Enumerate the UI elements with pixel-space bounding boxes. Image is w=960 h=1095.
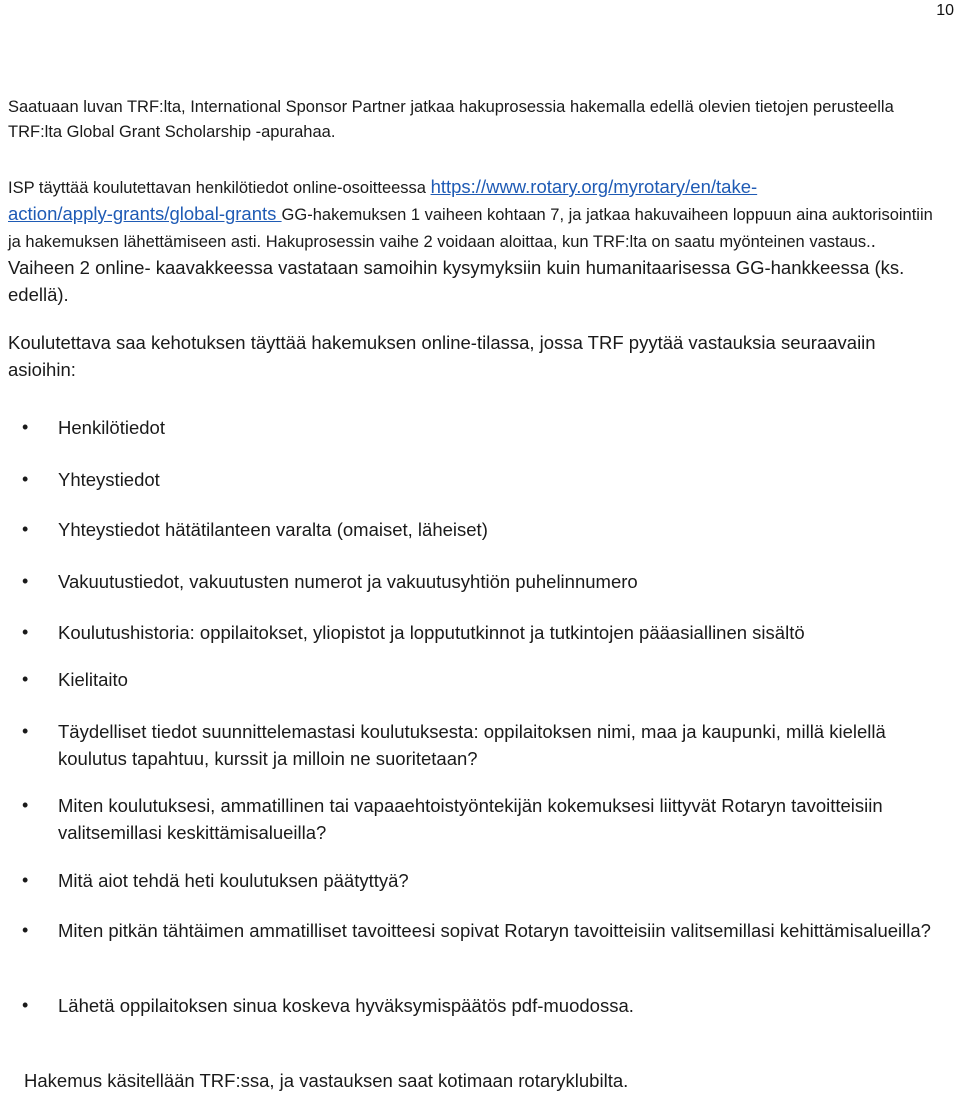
global-grants-link-part2: action/apply-grants/global-grants <box>8 203 282 224</box>
list-item <box>22 568 944 595</box>
bullet-icon: • <box>22 622 29 642</box>
bullet-icon: • <box>22 469 29 489</box>
bullet-icon: • <box>22 417 29 437</box>
bullet-icon: • <box>22 519 29 539</box>
bullet-icon: • <box>22 721 29 741</box>
list-item <box>22 992 944 1019</box>
list-item <box>22 516 944 543</box>
list-item-text: Koulutushistoria: oppilaitokset, yliopistot ja loppututkinnot ja tutkintojen pääasiallinen sisältö <box>58 622 805 643</box>
bullet-icon: • <box>22 571 29 591</box>
paragraph-instructions: Koulutettava saa kehotuksen täyttää hakemuksen online-tilassa, jossa TRF pyytää vastauksia seuraavaiin asioihin: <box>8 332 876 380</box>
page-number: 10 <box>936 2 954 19</box>
bullet-icon: • <box>22 995 29 1015</box>
list-item-text: Miten pitkän tähtäimen ammatilliset tavoitteesi sopivat Rotaryn tavoitteisiin valitsemillasi kehittämisalueilla? <box>58 920 931 941</box>
list-item <box>22 666 944 693</box>
list-item <box>22 917 944 944</box>
paragraph-isp-text2: . Vaiheen 2 online- kaavakkeessa vastataan samoihin kysymyksiin kuin humanitaarisessa GG-hankkeessa (ks. edellä). <box>8 230 905 305</box>
list-item <box>22 792 944 846</box>
list-item <box>22 466 944 493</box>
list-item-text: Lähetä oppilaitoksen sinua koskeva hyväksymispäätös pdf-muodossa. <box>58 995 634 1016</box>
list-item-text: Yhteystiedot <box>58 469 160 490</box>
list-item-text: Yhteystiedot hätätilanteen varalta (omaiset, läheiset) <box>58 519 488 540</box>
paragraph-isp-text1: GG-hakemuksen 1 vaiheen kohtaan 7, ja jatkaa hakuvaiheen loppuun aina auktorisointiin ja hakemuksen lähettämiseen asti. Hakuprosessin vaihe 2 voidaan aloittaa, kun TRF:lta on saatu myönteinen vastaus. <box>8 206 933 251</box>
list-item <box>22 718 944 772</box>
bullet-icon: • <box>22 920 29 940</box>
list-item-text: Kielitaito <box>58 669 128 690</box>
paragraph-intro: Saatuaan luvan TRF:lta, International Sponsor Partner jatkaa hakuprosessia hakemalla edellä olevien tietojen perusteella TRF:lta Global Grant Scholarship -apurahaa. <box>8 98 894 141</box>
paragraph-isp <box>8 174 946 309</box>
list-item-text: Vakuutustiedot, vakuutusten numerot ja vakuutusyhtiön puhelinnumero <box>58 571 638 592</box>
bullet-icon: • <box>22 669 29 689</box>
list-item-text: Miten koulutuksesi, ammatillinen tai vapaaehtoistyöntekijän kokemuksesi liittyvät Rotaryn tavoitteisiin valitsemillasi keskittämisalueilla? <box>58 795 883 843</box>
closing-paragraph: Hakemus käsitellään TRF:ssa, ja vastauksen saat kotimaan rotaryklubilta. <box>24 1070 629 1091</box>
list-item <box>22 619 944 646</box>
paragraph-isp-lead: ISP täyttää koulutettavan henkilötiedot online-osoitteessa <box>8 179 431 197</box>
bullet-icon: • <box>22 870 29 890</box>
list-item-text: Henkilötiedot <box>58 417 165 438</box>
bullet-icon: • <box>22 795 29 815</box>
list-item <box>22 414 944 441</box>
global-grants-link-part1: https://www.rotary.org/myrotary/en/take- <box>430 176 758 197</box>
list-item-text: Täydelliset tiedot suunnittelemastasi koulutuksesta: oppilaitoksen nimi, maa ja kaupunki, millä kielellä koulutus tapahtuu, kurssit ja milloin ne suoritetaan? <box>58 721 886 769</box>
list-item <box>22 867 944 894</box>
list-item-text: Mitä aiot tehdä heti koulutuksen päätyttyä? <box>58 870 409 891</box>
